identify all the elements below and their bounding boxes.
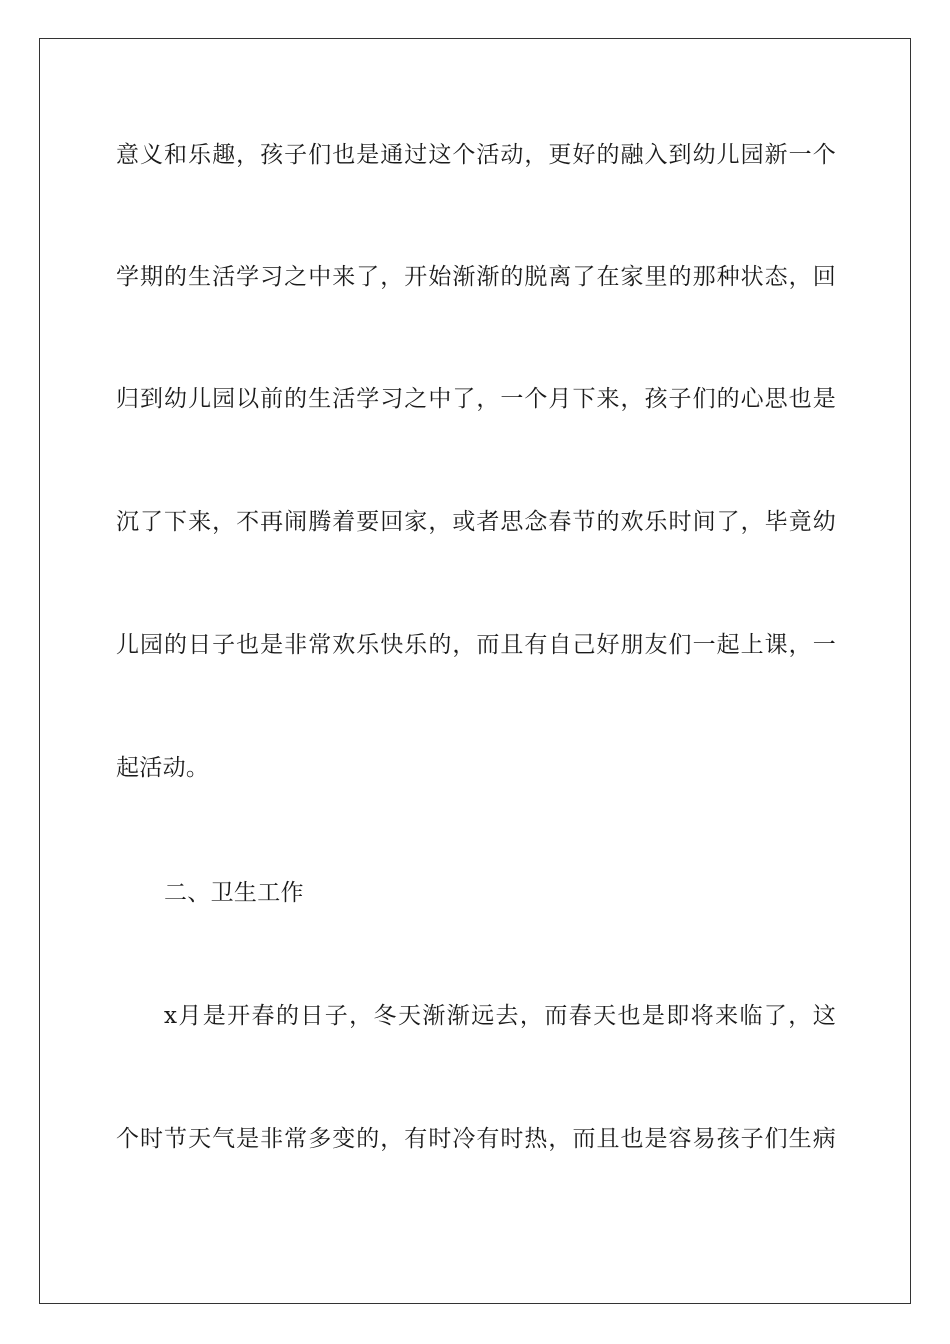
paragraph-line: x月是开春的日子，冬天渐渐远去，而春天也是即将来临了，这 bbox=[164, 1003, 836, 1029]
paragraph-line: 意义和乐趣，孩子们也是通过这个活动，更好的融入到幼儿园新一个 bbox=[116, 142, 836, 168]
paragraph-line: 沉了下来，不再闹腾着要回家，或者思念春节的欢乐时间了，毕竟幼 bbox=[116, 509, 836, 535]
paragraph-line-last: 起活动。 bbox=[116, 755, 210, 781]
paragraph-line: 个时节天气是非常多变的，有时冷有时热，而且也是容易孩子们生病 bbox=[116, 1126, 836, 1152]
paragraph-line: 学期的生活学习之中来了，开始渐渐的脱离了在家里的那种状态，回 bbox=[116, 264, 836, 290]
paragraph-line: 儿园的日子也是非常欢乐快乐的，而且有自己好朋友们一起上课，一 bbox=[116, 632, 836, 658]
paragraph-line: 归到幼儿园以前的生活学习之中了，一个月下来，孩子们的心思也是 bbox=[116, 386, 836, 412]
page-border bbox=[39, 38, 911, 1304]
section-heading: 二、卫生工作 bbox=[164, 880, 304, 906]
